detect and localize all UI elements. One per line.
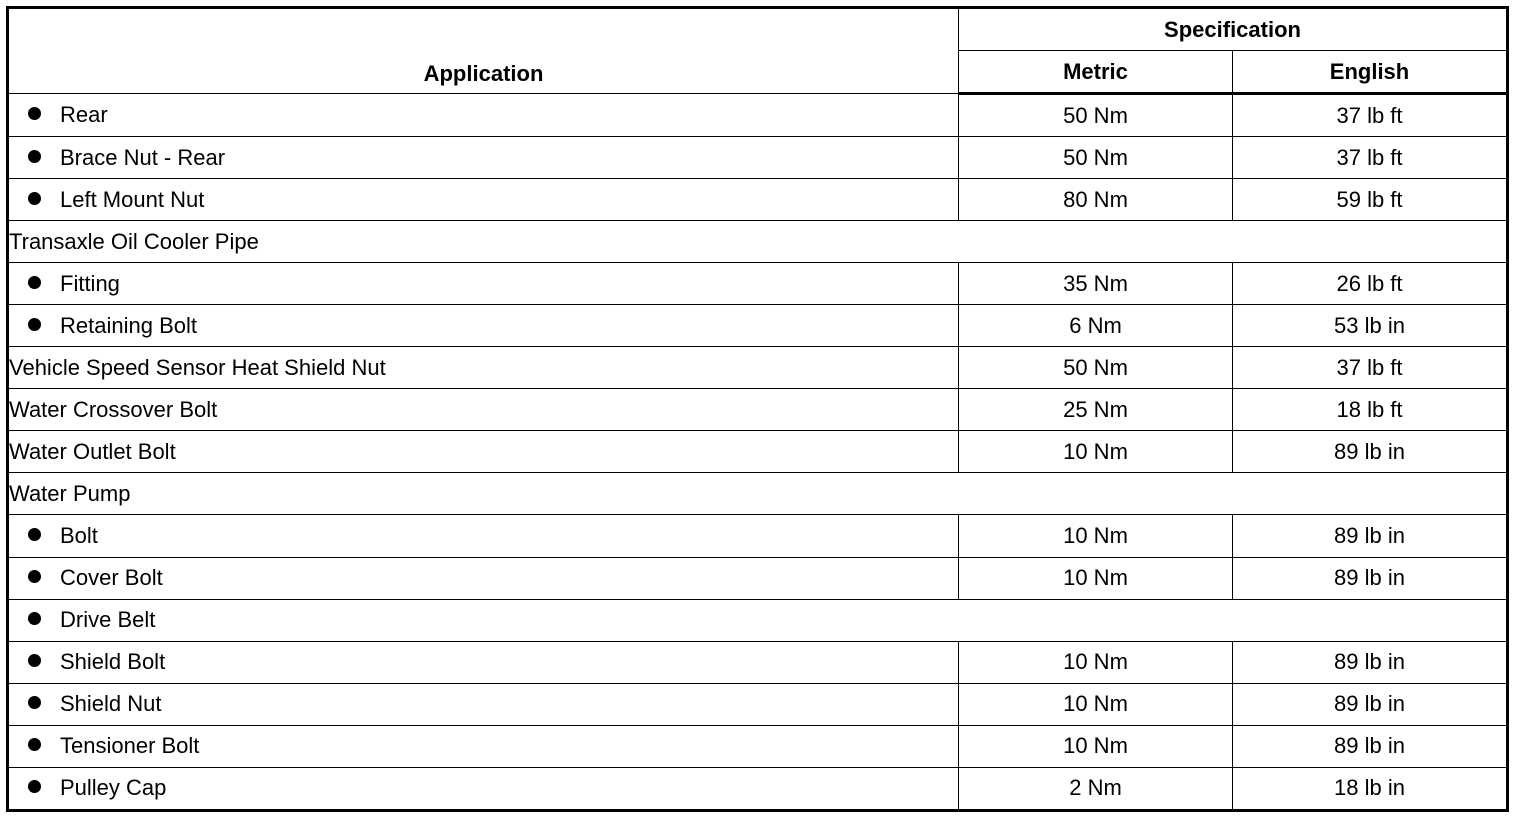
table-row: [8, 179, 1508, 221]
english-value: 89 lb in: [1233, 683, 1508, 725]
metric-value: 2 Nm: [959, 767, 1233, 810]
application-cell: [8, 305, 959, 347]
table-row: [8, 767, 1508, 810]
english-value: 59 lb ft: [1233, 179, 1508, 221]
application-cell: [8, 599, 1508, 641]
metric-value: 10 Nm: [959, 557, 1233, 599]
application-cell: [8, 515, 959, 557]
application-label: Drive Belt: [60, 607, 156, 633]
metric-value: 10 Nm: [959, 431, 1233, 473]
application-label: Shield Nut: [60, 691, 162, 717]
metric-value: 10 Nm: [959, 725, 1233, 767]
table-row: [8, 515, 1508, 557]
metric-value: 10 Nm: [959, 683, 1233, 725]
application-label: Fitting: [60, 270, 120, 296]
bullet-icon: [28, 738, 41, 751]
english-value: 53 lb in: [1233, 305, 1508, 347]
english-value: 89 lb in: [1233, 641, 1508, 683]
bullet-icon: [28, 570, 41, 583]
table-row: [8, 347, 1508, 389]
english-value: 89 lb in: [1233, 431, 1508, 473]
application-label: Tensioner Bolt: [60, 733, 200, 759]
table-row: [8, 557, 1508, 599]
application-cell: [8, 725, 959, 767]
english-value: 37 lb ft: [1233, 137, 1508, 179]
bullet-icon: [28, 107, 41, 120]
table-row: [8, 389, 1508, 431]
application-cell: [8, 179, 959, 221]
metric-value: 6 Nm: [959, 305, 1233, 347]
application-cell: [8, 389, 959, 431]
application-cell: [8, 221, 1508, 263]
english-header: English: [1233, 51, 1508, 94]
metric-value: 50 Nm: [959, 94, 1233, 137]
application-label: Bolt: [60, 522, 98, 548]
bullet-icon: [28, 318, 41, 331]
application-label: Left Mount Nut: [60, 186, 205, 212]
metric-value: 10 Nm: [959, 515, 1233, 557]
metric-header: Metric: [959, 51, 1233, 94]
application-label: Pulley Cap: [60, 775, 167, 801]
english-value: 89 lb in: [1233, 515, 1508, 557]
table-row: [8, 599, 1508, 641]
application-cell: [8, 767, 959, 810]
application-cell: [8, 557, 959, 599]
table-row: [8, 431, 1508, 473]
metric-value: 10 Nm: [959, 641, 1233, 683]
table-row: [8, 137, 1508, 179]
metric-value: 50 Nm: [959, 347, 1233, 389]
specification-header: Specification: [959, 8, 1508, 51]
metric-value: 25 Nm: [959, 389, 1233, 431]
table-row: [8, 305, 1508, 347]
table-row: [8, 221, 1508, 263]
table-row: [8, 725, 1508, 767]
table-body: [8, 94, 1508, 811]
application-cell: [8, 431, 959, 473]
table-row: [8, 473, 1508, 515]
application-label: Shield Bolt: [60, 649, 166, 675]
application-label: Retaining Bolt: [60, 312, 197, 338]
table-row: [8, 263, 1508, 305]
application-label: Water Pump: [9, 480, 131, 506]
application-header: Application: [8, 8, 959, 94]
torque-spec-table: [6, 6, 1509, 812]
table-row: [8, 641, 1508, 683]
application-label: Cover Bolt: [60, 565, 163, 591]
bullet-icon: [28, 780, 41, 793]
english-value: 26 lb ft: [1233, 263, 1508, 305]
application-label: Vehicle Speed Sensor Heat Shield Nut: [9, 354, 386, 380]
application-cell: [8, 473, 1508, 515]
table-row: [8, 94, 1508, 137]
application-cell: [8, 683, 959, 725]
english-value: 89 lb in: [1233, 725, 1508, 767]
bullet-icon: [28, 150, 41, 163]
bullet-icon: [28, 696, 41, 709]
bullet-icon: [28, 528, 41, 541]
table-header: [8, 8, 1508, 94]
metric-value: 35 Nm: [959, 263, 1233, 305]
application-cell: [8, 641, 959, 683]
application-label: Transaxle Oil Cooler Pipe: [9, 228, 259, 254]
metric-value: 50 Nm: [959, 137, 1233, 179]
bullet-icon: [28, 276, 41, 289]
metric-value: 80 Nm: [959, 179, 1233, 221]
english-value: 18 lb in: [1233, 767, 1508, 810]
application-label: Water Outlet Bolt: [9, 438, 176, 464]
application-label: Water Crossover Bolt: [9, 396, 218, 422]
application-label: Brace Nut - Rear: [60, 144, 226, 170]
application-cell: [8, 137, 959, 179]
english-value: 37 lb ft: [1233, 94, 1508, 137]
english-value: 89 lb in: [1233, 557, 1508, 599]
application-label: Rear: [60, 102, 108, 128]
application-cell: [8, 94, 959, 137]
application-cell: [8, 347, 959, 389]
bullet-icon: [28, 612, 41, 625]
bullet-icon: [28, 654, 41, 667]
bullet-icon: [28, 192, 41, 205]
table-row: [8, 683, 1508, 725]
english-value: 37 lb ft: [1233, 347, 1508, 389]
application-cell: [8, 263, 959, 305]
english-value: 18 lb ft: [1233, 389, 1508, 431]
